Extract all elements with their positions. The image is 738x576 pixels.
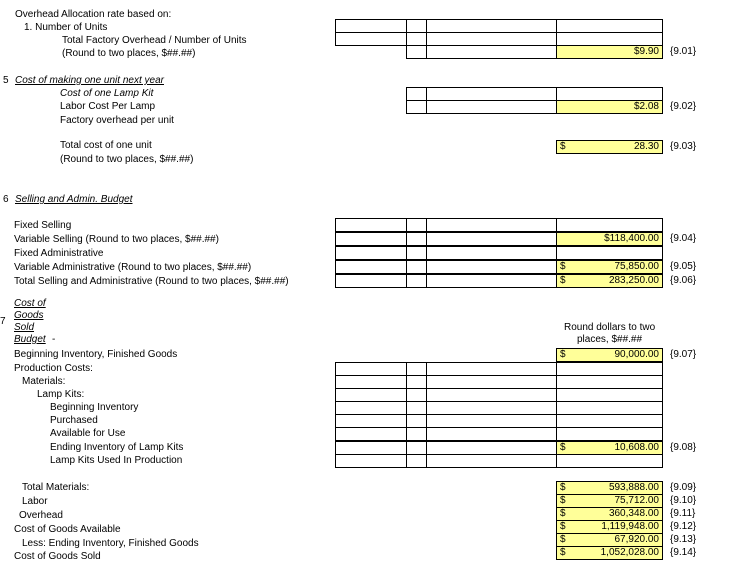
- purchased-label: Purchased: [50, 415, 98, 426]
- grid-cell[interactable]: [406, 87, 427, 101]
- ending-inventory-lk-value[interactable]: $ 10,608.00: [556, 441, 663, 455]
- beginning-inventory-ref: {9.07}: [670, 349, 697, 360]
- overhead-value[interactable]: $ 360,348.00: [556, 507, 663, 521]
- ending-inventory-lk-label: Ending Inventory of Lamp Kits: [50, 442, 184, 453]
- less-ending-inventory-label: Less: Ending Inventory, Finished Goods: [22, 538, 199, 549]
- overhead-item-1: 1. Number of Units: [24, 22, 108, 33]
- grid-cell[interactable]: [426, 454, 557, 468]
- fixed-selling-label: Fixed Selling: [14, 220, 72, 231]
- grid-cell[interactable]: [335, 274, 407, 288]
- grid-cell[interactable]: [335, 454, 407, 468]
- cogs-sold-value[interactable]: $ 1,052,028.00: [556, 546, 663, 560]
- grid-cell[interactable]: [426, 401, 557, 415]
- unit-cost-value[interactable]: $ 28.30: [556, 140, 663, 154]
- labor-value[interactable]: $ 75,712.00: [556, 494, 663, 508]
- grid-cell[interactable]: [335, 32, 407, 46]
- grid-cell[interactable]: [556, 362, 663, 376]
- grid-cell[interactable]: [556, 388, 663, 402]
- variable-selling-ref: {9.04}: [670, 233, 697, 244]
- grid-cell[interactable]: [556, 246, 663, 260]
- total-materials-value[interactable]: $ 593,888.00: [556, 481, 663, 495]
- fixed-admin-label: Fixed Administrative: [14, 248, 104, 259]
- grid-cell[interactable]: [335, 362, 407, 376]
- grid-cell[interactable]: [426, 19, 557, 33]
- grid-cell[interactable]: [406, 362, 427, 376]
- section6-title: Selling and Admin. Budget: [15, 194, 133, 205]
- round-note-line-2: places, $##.##: [577, 334, 643, 345]
- section7-number: 7: [0, 316, 6, 327]
- less-ending-inventory-ref: {9.13}: [670, 534, 697, 545]
- total-materials-label: Total Materials:: [22, 482, 90, 493]
- overhead-heading: Overhead Allocation rate based on:: [15, 9, 172, 20]
- grid-cell[interactable]: [335, 218, 407, 232]
- variable-selling-value[interactable]: $118,400.00: [556, 232, 663, 246]
- dollar-sign: $: [560, 275, 566, 286]
- cogs-sold-label: Cost of Goods Sold: [14, 551, 101, 562]
- grid-cell[interactable]: [426, 218, 557, 232]
- grid-cell[interactable]: [556, 401, 663, 415]
- grid-cell[interactable]: [426, 414, 557, 428]
- overhead-round-note: (Round to two places, $##.##): [62, 48, 196, 59]
- grid-cell[interactable]: [335, 441, 407, 455]
- grid-cell[interactable]: [426, 246, 557, 260]
- section5-lamp-kit-label: Cost of one Lamp Kit: [60, 88, 154, 99]
- lamp-kits-used-label: Lamp Kits Used In Production: [50, 455, 183, 466]
- grid-cell[interactable]: [426, 45, 557, 59]
- grid-cell[interactable]: [426, 100, 557, 114]
- grid-cell[interactable]: [556, 375, 663, 389]
- grid-cell[interactable]: [426, 441, 557, 455]
- grid-cell[interactable]: [406, 401, 427, 415]
- round-note-line-1: Round dollars to two: [564, 322, 656, 333]
- grid-cell[interactable]: [406, 246, 427, 260]
- cogs-available-ref: {9.12}: [670, 521, 697, 532]
- dollar-sign: $: [560, 349, 566, 360]
- total-selling-admin-value[interactable]: $ 283,250.00: [556, 274, 663, 288]
- grid-cell[interactable]: [335, 19, 407, 33]
- dollar-sign: $: [560, 547, 566, 558]
- grid-cell[interactable]: [406, 32, 427, 46]
- section5-overhead-label: Factory overhead per unit: [60, 115, 174, 126]
- section7-title-line: Cost of: [14, 298, 46, 309]
- grid-cell[interactable]: [426, 232, 557, 246]
- overhead-formula: Total Factory Overhead / Number of Units: [62, 35, 247, 46]
- less-ending-inventory-value[interactable]: $ 67,920.00: [556, 533, 663, 547]
- grid-cell[interactable]: [406, 232, 427, 246]
- labor-label: Labor: [22, 496, 48, 507]
- production-costs-label: Production Costs:: [14, 363, 93, 374]
- grid-cell[interactable]: [406, 441, 427, 455]
- grid-cell[interactable]: [426, 362, 557, 376]
- beginning-inventory-fg-label: Beginning Inventory, Finished Goods: [14, 349, 178, 360]
- grid-cell[interactable]: [335, 388, 407, 402]
- grid-cell[interactable]: [406, 274, 427, 288]
- grid-cell[interactable]: [426, 427, 557, 441]
- grid-cell[interactable]: [406, 454, 427, 468]
- grid-cell[interactable]: [335, 260, 407, 274]
- dollar-sign: $: [560, 141, 566, 152]
- ending-inventory-lk-ref: {9.08}: [670, 442, 697, 453]
- cogs-available-value[interactable]: $ 1,119,948.00: [556, 520, 663, 534]
- cogs-sold-ref: {9.14}: [670, 547, 697, 558]
- section5-round-note: (Round to two places, $##.##): [60, 154, 194, 165]
- grid-cell[interactable]: [335, 375, 407, 389]
- grid-cell[interactable]: [406, 375, 427, 389]
- grid-cell[interactable]: [556, 87, 663, 101]
- cogs-available-label: Cost of Goods Available: [14, 524, 121, 535]
- grid-cell[interactable]: [426, 260, 557, 274]
- section7-title-dash: -: [52, 334, 56, 345]
- section7-title-line: Goods: [14, 310, 44, 321]
- section6-number: 6: [3, 194, 9, 205]
- grid-cell[interactable]: [335, 232, 407, 246]
- grid-cell[interactable]: [406, 260, 427, 274]
- grid-cell[interactable]: [335, 414, 407, 428]
- dollar-sign: $: [560, 495, 566, 506]
- grid-cell[interactable]: [556, 454, 663, 468]
- grid-cell[interactable]: [406, 100, 427, 114]
- grid-cell[interactable]: [426, 375, 557, 389]
- grid-cell[interactable]: [556, 32, 663, 46]
- grid-cell[interactable]: [406, 218, 427, 232]
- grid-cell[interactable]: [406, 414, 427, 428]
- variable-selling-label: Variable Selling (Round to two places, $##.##): [14, 234, 219, 245]
- grid-cell[interactable]: [406, 388, 427, 402]
- section5-labor-label: Labor Cost Per Lamp: [60, 101, 156, 112]
- labor-cost-ref: {9.02}: [670, 101, 697, 112]
- overhead-rate-ref: {9.01}: [670, 46, 697, 57]
- overhead-ref: {9.11}: [670, 508, 696, 519]
- grid-cell[interactable]: [426, 388, 557, 402]
- grid-cell[interactable]: [426, 32, 557, 46]
- dollar-sign: $: [560, 261, 566, 272]
- beginning-inventory-label: Beginning Inventory: [50, 402, 139, 413]
- grid-cell[interactable]: [406, 19, 427, 33]
- grid-cell[interactable]: [426, 87, 557, 101]
- unit-cost-ref: {9.03}: [670, 141, 697, 152]
- materials-label: Materials:: [22, 376, 66, 387]
- grid-cell[interactable]: [406, 45, 427, 59]
- grid-cell[interactable]: [426, 274, 557, 288]
- grid-cell[interactable]: [406, 427, 427, 441]
- total-selling-admin-label: Total Selling and Administrative (Round to two places, $##.##): [14, 276, 289, 287]
- grid-cell[interactable]: [556, 414, 663, 428]
- section5-title: Cost of making one unit next year: [15, 75, 164, 86]
- section7-title-line: Budget: [14, 334, 46, 345]
- total-selling-admin-ref: {9.06}: [670, 275, 697, 286]
- lamp-kits-label: Lamp Kits:: [37, 389, 85, 400]
- dollar-sign: $: [560, 534, 566, 545]
- labor-cost-value[interactable]: $2.08: [556, 100, 663, 114]
- variable-admin-ref: {9.05}: [670, 261, 697, 272]
- grid-cell[interactable]: [556, 19, 663, 33]
- section5-total-label: Total cost of one unit: [60, 140, 152, 151]
- dollar-sign: $: [560, 521, 566, 532]
- grid-cell[interactable]: [556, 427, 663, 441]
- dollar-sign: $: [560, 442, 566, 453]
- grid-cell[interactable]: [335, 427, 407, 441]
- available-label: Available for Use: [50, 428, 126, 439]
- total-materials-ref: {9.09}: [670, 482, 697, 493]
- dollar-sign: $: [560, 482, 566, 493]
- labor-ref: {9.10}: [670, 495, 697, 506]
- section5-number: 5: [3, 75, 9, 86]
- dollar-sign: $: [560, 508, 566, 519]
- overhead-label: Overhead: [19, 510, 63, 521]
- grid-cell[interactable]: [556, 218, 663, 232]
- section7-title-line: Sold: [14, 322, 35, 333]
- overhead-rate-value[interactable]: $9.90: [556, 45, 663, 59]
- grid-cell[interactable]: [335, 401, 407, 415]
- beginning-inventory-value[interactable]: $ 90,000.00: [556, 348, 663, 362]
- variable-admin-value[interactable]: $ 75,850.00: [556, 260, 663, 274]
- grid-cell[interactable]: [335, 246, 407, 260]
- variable-admin-label: Variable Administrative (Round to two places, $##.##): [14, 262, 252, 273]
